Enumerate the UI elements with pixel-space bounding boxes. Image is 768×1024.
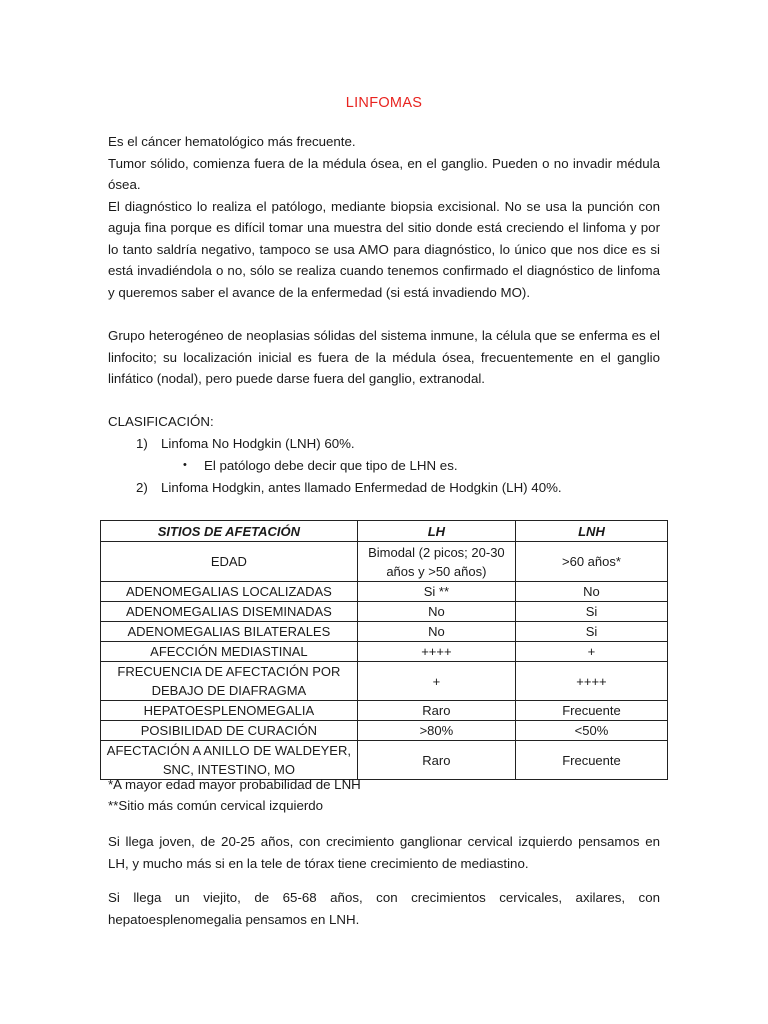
row-lnh: ++++	[515, 662, 667, 701]
elderly-patient-paragraph	[108, 887, 660, 930]
row-lh: Raro	[357, 701, 515, 721]
paragraph-3: Si llega joven, de 20-25 años, con crecimiento ganglionar cervical izquierdo pensamos en LH, y mucho más si en la tele de tórax tiene crecimiento de mediastino.	[108, 834, 660, 871]
intro-line-1: Es el cáncer hematológico más frecuente.	[108, 134, 356, 149]
row-lnh: Frecuente	[515, 701, 667, 721]
description-paragraph	[108, 325, 660, 390]
table-row	[101, 721, 668, 741]
young-patient-paragraph	[108, 831, 660, 874]
row-lh: +	[357, 662, 515, 701]
row-label: ADENOMEGALIAS BILATERALES	[101, 622, 358, 642]
note-2: **Sitio más común cervical izquierdo	[108, 798, 324, 813]
classification-heading: CLASIFICACIÓN:	[108, 414, 214, 429]
paragraph-4: Si llega un viejito, de 65-68 años, con crecimientos cervicales, axilares, con hepatoesplenomegalia pensamos en LNH.	[108, 890, 660, 927]
document-title: LINFOMAS	[345, 95, 423, 111]
item-2-text: Linfoma Hodgkin, antes llamado Enfermedad de Hodgkin (LH) 40%.	[161, 480, 562, 495]
intro-section	[108, 131, 660, 303]
row-label: POSIBILIDAD DE CURACIÓN	[101, 721, 358, 741]
row-label: ADENOMEGALIAS LOCALIZADAS	[101, 582, 358, 602]
row-lh: No	[357, 622, 515, 642]
note-1: *A mayor edad mayor probabilidad de LNH	[108, 777, 361, 792]
header-lh: LH	[357, 521, 515, 542]
row-lnh: +	[515, 642, 667, 662]
classification-item-2	[108, 477, 660, 499]
row-lh: Raro	[357, 741, 515, 780]
row-lh: Si **	[357, 582, 515, 602]
item-1-text: Linfoma No Hodgkin (LNH) 60%.	[161, 436, 355, 451]
table-row	[101, 662, 668, 701]
table-row	[101, 642, 668, 662]
row-label: FRECUENCIA DE AFECTACIÓN POR DEBAJO DE DIAFRAGMA	[101, 662, 358, 701]
table-row	[101, 542, 668, 582]
row-label: AFECTACIÓN A ANILLO DE WALDEYER, SNC, INTESTINO, MO	[101, 741, 358, 780]
table-row	[101, 701, 668, 721]
paragraph-2: Grupo heterogéneo de neoplasias sólidas del sistema inmune, la célula que se enferma es el linfocito; su localización inicial es fuera de la médula ósea, frecuentemente en el ganglio linfático (nodal), pero puede darse fuera del ganglio, extranodal.	[108, 328, 660, 386]
row-lnh: Si	[515, 602, 667, 622]
item-1-number: 1)	[136, 436, 148, 451]
row-lh: >80%	[357, 721, 515, 741]
intro-line-2: Tumor sólido, comienza fuera de la médula ósea, en el ganglio. Pueden o no invadir médula ósea.	[108, 155, 660, 192]
header-sites: SITIOS DE AFETACIÓN	[101, 521, 358, 542]
row-lnh: No	[515, 582, 667, 602]
row-lnh: <50%	[515, 721, 667, 741]
row-label: HEPATOESPLENOMEGALIA	[101, 701, 358, 721]
classification-section	[108, 411, 660, 499]
table-row	[101, 582, 668, 602]
row-label: AFECCIÓN MEDIASTINAL	[101, 642, 358, 662]
classification-item-1	[108, 433, 660, 455]
classification-bullet	[108, 455, 660, 477]
row-lnh: Frecuente	[515, 741, 667, 780]
bullet-text: El patólogo debe decir que tipo de LHN es.	[204, 458, 458, 473]
row-lnh: >60 años*	[515, 542, 667, 582]
item-2-number: 2)	[136, 480, 148, 495]
table-header-row	[101, 521, 668, 542]
intro-line-3: El diagnóstico lo realiza el patólogo, mediante biopsia excisional. No se usa la punción con aguja fina porque es difícil tomar una muestra del sitio donde está creciendo el linfoma y por lo tanto saldría negativo, tampoco se usa AMO para diagnóstico, lo único que nos dice es si está invadiéndola o no, sólo se realiza cuando tenemos confirmado el diagnóstico de linfoma y queremos saber el avance de la enfermedad (si está invadiendo MO).	[108, 198, 660, 300]
row-lh: No	[357, 602, 515, 622]
row-label: ADENOMEGALIAS DISEMINADAS	[101, 602, 358, 622]
bullet-icon: •	[183, 459, 187, 471]
row-lnh: Si	[515, 622, 667, 642]
row-label: EDAD	[101, 542, 358, 582]
row-lh: ++++	[357, 642, 515, 662]
table-row	[101, 602, 668, 622]
table-row	[101, 622, 668, 642]
header-lnh: LNH	[515, 521, 667, 542]
table-notes	[108, 774, 660, 816]
row-lh: Bimodal (2 picos; 20-30 años y >50 años)	[357, 542, 515, 582]
comparison-table	[100, 520, 668, 780]
